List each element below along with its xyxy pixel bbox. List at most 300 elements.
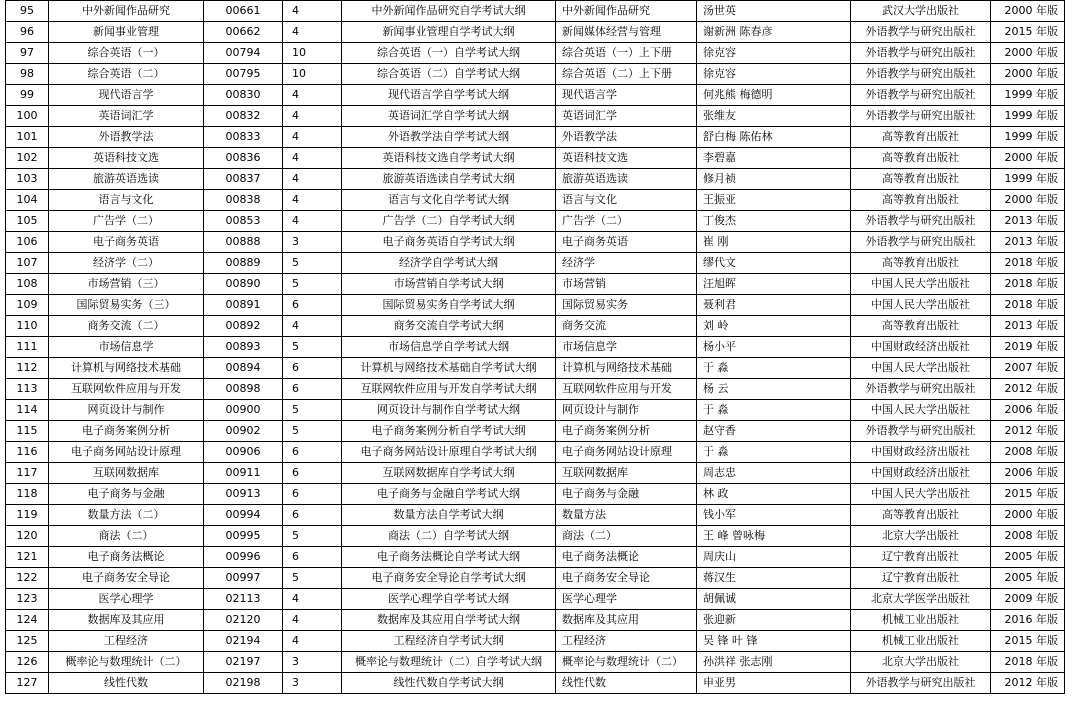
syllabus-name-cell: 广告学（二）自学考试大纲 xyxy=(342,211,556,232)
course-name-cell: 商法（二） xyxy=(49,526,204,547)
edition-year-cell: 2018 年版 xyxy=(991,253,1065,274)
course-name-cell: 英语词汇学 xyxy=(49,106,204,127)
course-name-cell: 旅游英语选读 xyxy=(49,169,204,190)
course-code-cell: 00890 xyxy=(204,274,283,295)
publisher-cell: 辽宁教育出版社 xyxy=(851,568,991,589)
syllabus-name-cell: 旅游英语选读自学考试大纲 xyxy=(342,169,556,190)
table-row xyxy=(6,547,1065,568)
syllabus-name-cell: 电子商务与金融自学考试大纲 xyxy=(342,484,556,505)
table-row xyxy=(6,64,1065,85)
textbook-name-cell: 英语词汇学 xyxy=(556,106,697,127)
textbook-name-cell: 电子商务与金融 xyxy=(556,484,697,505)
course-code-cell: 00892 xyxy=(204,316,283,337)
textbook-name-cell: 计算机与网络技术基础 xyxy=(556,358,697,379)
author-cell: 修月祯 xyxy=(697,169,851,190)
table-row xyxy=(6,127,1065,148)
table-row xyxy=(6,505,1065,526)
edition-year-cell: 2015 年版 xyxy=(991,484,1065,505)
table-row xyxy=(6,169,1065,190)
syllabus-name-cell: 商法（二）自学考试大纲 xyxy=(342,526,556,547)
course-name-cell: 经济学（二） xyxy=(49,253,204,274)
course-name-cell: 语言与文化 xyxy=(49,190,204,211)
author-cell: 刘 岭 xyxy=(697,316,851,337)
credits-cell: 5 xyxy=(283,274,342,295)
textbook-name-cell: 国际贸易实务 xyxy=(556,295,697,316)
credits-cell: 6 xyxy=(283,505,342,526)
course-code-cell: 00833 xyxy=(204,127,283,148)
course-name-cell: 医学心理学 xyxy=(49,589,204,610)
publisher-cell: 中国人民大学出版社 xyxy=(851,274,991,295)
row-number-cell: 102 xyxy=(6,148,49,169)
course-name-cell: 电子商务案例分析 xyxy=(49,421,204,442)
textbook-name-cell: 商法（二） xyxy=(556,526,697,547)
row-number-cell: 95 xyxy=(6,1,49,22)
row-number-cell: 115 xyxy=(6,421,49,442)
textbook-name-cell: 新闻媒体经营与管理 xyxy=(556,22,697,43)
table-row xyxy=(6,253,1065,274)
publisher-cell: 外语教学与研究出版社 xyxy=(851,673,991,694)
publisher-cell: 外语教学与研究出版社 xyxy=(851,64,991,85)
publisher-cell: 北京大学出版社 xyxy=(851,526,991,547)
edition-year-cell: 2016 年版 xyxy=(991,610,1065,631)
publisher-cell: 外语教学与研究出版社 xyxy=(851,211,991,232)
credits-cell: 4 xyxy=(283,106,342,127)
course-code-cell: 00902 xyxy=(204,421,283,442)
course-code-cell: 00893 xyxy=(204,337,283,358)
credits-cell: 6 xyxy=(283,358,342,379)
course-name-cell: 商务交流（二） xyxy=(49,316,204,337)
author-cell: 周志忠 xyxy=(697,463,851,484)
course-code-cell: 00913 xyxy=(204,484,283,505)
table-row xyxy=(6,589,1065,610)
table-row xyxy=(6,526,1065,547)
publisher-cell: 高等教育出版社 xyxy=(851,169,991,190)
textbook-name-cell: 市场信息学 xyxy=(556,337,697,358)
author-cell: 于 淼 xyxy=(697,400,851,421)
syllabus-name-cell: 中外新闻作品研究自学考试大纲 xyxy=(342,1,556,22)
credits-cell: 4 xyxy=(283,610,342,631)
author-cell: 周庆山 xyxy=(697,547,851,568)
course-name-cell: 电子商务法概论 xyxy=(49,547,204,568)
textbook-name-cell: 互联网数据库 xyxy=(556,463,697,484)
syllabus-name-cell: 数据库及其应用自学考试大纲 xyxy=(342,610,556,631)
course-name-cell: 互联网软件应用与开发 xyxy=(49,379,204,400)
author-cell: 于 淼 xyxy=(697,358,851,379)
author-cell: 舒白梅 陈佑林 xyxy=(697,127,851,148)
table-row xyxy=(6,211,1065,232)
syllabus-name-cell: 英语科技文选自学考试大纲 xyxy=(342,148,556,169)
credits-cell: 4 xyxy=(283,169,342,190)
edition-year-cell: 2000 年版 xyxy=(991,64,1065,85)
credits-cell: 3 xyxy=(283,652,342,673)
course-name-cell: 互联网数据库 xyxy=(49,463,204,484)
author-cell: 申亚男 xyxy=(697,673,851,694)
edition-year-cell: 2000 年版 xyxy=(991,190,1065,211)
textbook-name-cell: 中外新闻作品研究 xyxy=(556,1,697,22)
credits-cell: 4 xyxy=(283,316,342,337)
publisher-cell: 外语教学与研究出版社 xyxy=(851,85,991,106)
syllabus-name-cell: 电子商务英语自学考试大纲 xyxy=(342,232,556,253)
row-number-cell: 127 xyxy=(6,673,49,694)
document xyxy=(5,0,1065,694)
row-number-cell: 110 xyxy=(6,316,49,337)
course-code-cell: 00911 xyxy=(204,463,283,484)
syllabus-name-cell: 综合英语（二）自学考试大纲 xyxy=(342,64,556,85)
author-cell: 于 淼 xyxy=(697,442,851,463)
table-row xyxy=(6,652,1065,673)
table-row xyxy=(6,631,1065,652)
author-cell: 李碧嘉 xyxy=(697,148,851,169)
table-row xyxy=(6,337,1065,358)
course-code-cell: 00794 xyxy=(204,43,283,64)
publisher-cell: 外语教学与研究出版社 xyxy=(851,22,991,43)
syllabus-name-cell: 互联网数据库自学考试大纲 xyxy=(342,463,556,484)
course-name-cell: 综合英语（二） xyxy=(49,64,204,85)
credits-cell: 4 xyxy=(283,148,342,169)
course-name-cell: 概率论与数理统计（二） xyxy=(49,652,204,673)
textbook-name-cell: 网页设计与制作 xyxy=(556,400,697,421)
edition-year-cell: 2012 年版 xyxy=(991,379,1065,400)
syllabus-name-cell: 电子商务案例分析自学考试大纲 xyxy=(342,421,556,442)
course-code-cell: 00906 xyxy=(204,442,283,463)
row-number-cell: 126 xyxy=(6,652,49,673)
row-number-cell: 105 xyxy=(6,211,49,232)
course-code-cell: 00832 xyxy=(204,106,283,127)
course-textbook-table xyxy=(5,0,1065,694)
textbook-name-cell: 互联网软件应用与开发 xyxy=(556,379,697,400)
syllabus-name-cell: 线性代数自学考试大纲 xyxy=(342,673,556,694)
table-row xyxy=(6,1,1065,22)
table-row xyxy=(6,190,1065,211)
textbook-name-cell: 旅游英语选读 xyxy=(556,169,697,190)
publisher-cell: 中国人民大学出版社 xyxy=(851,400,991,421)
author-cell: 钱小军 xyxy=(697,505,851,526)
publisher-cell: 机械工业出版社 xyxy=(851,610,991,631)
publisher-cell: 高等教育出版社 xyxy=(851,148,991,169)
author-cell: 徐克容 xyxy=(697,43,851,64)
publisher-cell: 高等教育出版社 xyxy=(851,505,991,526)
row-number-cell: 124 xyxy=(6,610,49,631)
course-name-cell: 计算机与网络技术基础 xyxy=(49,358,204,379)
publisher-cell: 外语教学与研究出版社 xyxy=(851,43,991,64)
row-number-cell: 117 xyxy=(6,463,49,484)
course-code-cell: 00662 xyxy=(204,22,283,43)
row-number-cell: 125 xyxy=(6,631,49,652)
table-row xyxy=(6,232,1065,253)
course-code-cell: 00891 xyxy=(204,295,283,316)
syllabus-name-cell: 计算机与网络技术基础自学考试大纲 xyxy=(342,358,556,379)
textbook-name-cell: 数据库及其应用 xyxy=(556,610,697,631)
course-code-cell: 00894 xyxy=(204,358,283,379)
course-code-cell: 00995 xyxy=(204,526,283,547)
table-row xyxy=(6,148,1065,169)
edition-year-cell: 2018 年版 xyxy=(991,295,1065,316)
table-row xyxy=(6,379,1065,400)
edition-year-cell: 2012 年版 xyxy=(991,421,1065,442)
edition-year-cell: 2000 年版 xyxy=(991,505,1065,526)
course-name-cell: 新闻事业管理 xyxy=(49,22,204,43)
course-code-cell: 02194 xyxy=(204,631,283,652)
course-code-cell: 00997 xyxy=(204,568,283,589)
author-cell: 何兆熊 梅德明 xyxy=(697,85,851,106)
credits-cell: 5 xyxy=(283,337,342,358)
textbook-name-cell: 电子商务法概论 xyxy=(556,547,697,568)
edition-year-cell: 2000 年版 xyxy=(991,1,1065,22)
textbook-name-cell: 数量方法 xyxy=(556,505,697,526)
author-cell: 徐克容 xyxy=(697,64,851,85)
credits-cell: 4 xyxy=(283,589,342,610)
row-number-cell: 99 xyxy=(6,85,49,106)
table-row xyxy=(6,106,1065,127)
syllabus-name-cell: 语言与文化自学考试大纲 xyxy=(342,190,556,211)
credits-cell: 6 xyxy=(283,463,342,484)
row-number-cell: 108 xyxy=(6,274,49,295)
textbook-name-cell: 综合英语（二）上下册 xyxy=(556,64,697,85)
publisher-cell: 中国财政经济出版社 xyxy=(851,337,991,358)
author-cell: 胡佩诚 xyxy=(697,589,851,610)
course-name-cell: 现代语言学 xyxy=(49,85,204,106)
textbook-name-cell: 市场营销 xyxy=(556,274,697,295)
course-name-cell: 网页设计与制作 xyxy=(49,400,204,421)
syllabus-name-cell: 现代语言学自学考试大纲 xyxy=(342,85,556,106)
credits-cell: 4 xyxy=(283,22,342,43)
course-name-cell: 国际贸易实务（三） xyxy=(49,295,204,316)
course-name-cell: 综合英语（一） xyxy=(49,43,204,64)
textbook-name-cell: 电子商务安全导论 xyxy=(556,568,697,589)
edition-year-cell: 1999 年版 xyxy=(991,127,1065,148)
credits-cell: 5 xyxy=(283,421,342,442)
row-number-cell: 109 xyxy=(6,295,49,316)
credits-cell: 4 xyxy=(283,631,342,652)
textbook-name-cell: 电子商务案例分析 xyxy=(556,421,697,442)
publisher-cell: 机械工业出版社 xyxy=(851,631,991,652)
publisher-cell: 北京大学出版社 xyxy=(851,652,991,673)
edition-year-cell: 2013 年版 xyxy=(991,316,1065,337)
course-name-cell: 广告学（二） xyxy=(49,211,204,232)
textbook-name-cell: 线性代数 xyxy=(556,673,697,694)
edition-year-cell: 2015 年版 xyxy=(991,631,1065,652)
publisher-cell: 外语教学与研究出版社 xyxy=(851,232,991,253)
credits-cell: 4 xyxy=(283,127,342,148)
row-number-cell: 97 xyxy=(6,43,49,64)
publisher-cell: 高等教育出版社 xyxy=(851,316,991,337)
row-number-cell: 116 xyxy=(6,442,49,463)
edition-year-cell: 1999 年版 xyxy=(991,106,1065,127)
row-number-cell: 103 xyxy=(6,169,49,190)
row-number-cell: 120 xyxy=(6,526,49,547)
syllabus-name-cell: 英语词汇学自学考试大纲 xyxy=(342,106,556,127)
course-name-cell: 电子商务英语 xyxy=(49,232,204,253)
edition-year-cell: 2013 年版 xyxy=(991,211,1065,232)
course-code-cell: 00888 xyxy=(204,232,283,253)
syllabus-name-cell: 新闻事业管理自学考试大纲 xyxy=(342,22,556,43)
syllabus-name-cell: 综合英语（一）自学考试大纲 xyxy=(342,43,556,64)
credits-cell: 5 xyxy=(283,526,342,547)
row-number-cell: 104 xyxy=(6,190,49,211)
syllabus-name-cell: 国际贸易实务自学考试大纲 xyxy=(342,295,556,316)
publisher-cell: 武汉大学出版社 xyxy=(851,1,991,22)
row-number-cell: 111 xyxy=(6,337,49,358)
credits-cell: 4 xyxy=(283,85,342,106)
course-name-cell: 电子商务与金融 xyxy=(49,484,204,505)
publisher-cell: 外语教学与研究出版社 xyxy=(851,421,991,442)
textbook-name-cell: 广告学（二） xyxy=(556,211,697,232)
course-code-cell: 00898 xyxy=(204,379,283,400)
table-row xyxy=(6,22,1065,43)
row-number-cell: 113 xyxy=(6,379,49,400)
edition-year-cell: 2019 年版 xyxy=(991,337,1065,358)
author-cell: 丁俊杰 xyxy=(697,211,851,232)
publisher-cell: 高等教育出版社 xyxy=(851,253,991,274)
table-row xyxy=(6,610,1065,631)
course-code-cell: 00996 xyxy=(204,547,283,568)
course-name-cell: 电子商务网站设计原理 xyxy=(49,442,204,463)
edition-year-cell: 2018 年版 xyxy=(991,274,1065,295)
author-cell: 聂利君 xyxy=(697,295,851,316)
table-row xyxy=(6,463,1065,484)
edition-year-cell: 2008 年版 xyxy=(991,526,1065,547)
table-row xyxy=(6,400,1065,421)
edition-year-cell: 1999 年版 xyxy=(991,85,1065,106)
course-code-cell: 00795 xyxy=(204,64,283,85)
course-code-cell: 00838 xyxy=(204,190,283,211)
author-cell: 孙洪祥 张志刚 xyxy=(697,652,851,673)
author-cell: 缪代文 xyxy=(697,253,851,274)
textbook-name-cell: 概率论与数理统计（二） xyxy=(556,652,697,673)
syllabus-name-cell: 商务交流自学考试大纲 xyxy=(342,316,556,337)
edition-year-cell: 2018 年版 xyxy=(991,652,1065,673)
course-code-cell: 00900 xyxy=(204,400,283,421)
author-cell: 张迎新 xyxy=(697,610,851,631)
edition-year-cell: 2006 年版 xyxy=(991,463,1065,484)
table-row xyxy=(6,484,1065,505)
author-cell: 杨小平 xyxy=(697,337,851,358)
row-number-cell: 101 xyxy=(6,127,49,148)
edition-year-cell: 2006 年版 xyxy=(991,400,1065,421)
credits-cell: 6 xyxy=(283,295,342,316)
textbook-name-cell: 现代语言学 xyxy=(556,85,697,106)
textbook-name-cell: 工程经济 xyxy=(556,631,697,652)
publisher-cell: 外语教学与研究出版社 xyxy=(851,106,991,127)
edition-year-cell: 2008 年版 xyxy=(991,442,1065,463)
course-name-cell: 电子商务安全导论 xyxy=(49,568,204,589)
course-name-cell: 外语教学法 xyxy=(49,127,204,148)
author-cell: 王 峰 曾咏梅 xyxy=(697,526,851,547)
credits-cell: 10 xyxy=(283,64,342,85)
syllabus-name-cell: 电子商务网站设计原理自学考试大纲 xyxy=(342,442,556,463)
row-number-cell: 112 xyxy=(6,358,49,379)
table-body xyxy=(6,1,1065,694)
author-cell: 蒋汉生 xyxy=(697,568,851,589)
table-row xyxy=(6,316,1065,337)
syllabus-name-cell: 电子商务安全导论自学考试大纲 xyxy=(342,568,556,589)
textbook-name-cell: 医学心理学 xyxy=(556,589,697,610)
credits-cell: 6 xyxy=(283,442,342,463)
edition-year-cell: 2007 年版 xyxy=(991,358,1065,379)
author-cell: 张维友 xyxy=(697,106,851,127)
course-code-cell: 00661 xyxy=(204,1,283,22)
course-name-cell: 数量方法（二） xyxy=(49,505,204,526)
author-cell: 王振亚 xyxy=(697,190,851,211)
edition-year-cell: 2000 年版 xyxy=(991,43,1065,64)
credits-cell: 10 xyxy=(283,43,342,64)
author-cell: 林 政 xyxy=(697,484,851,505)
table-row xyxy=(6,358,1065,379)
author-cell: 崔 刚 xyxy=(697,232,851,253)
table-row xyxy=(6,568,1065,589)
course-code-cell: 02197 xyxy=(204,652,283,673)
syllabus-name-cell: 市场营销自学考试大纲 xyxy=(342,274,556,295)
author-cell: 吴 锋 叶 锋 xyxy=(697,631,851,652)
textbook-name-cell: 英语科技文选 xyxy=(556,148,697,169)
table-row xyxy=(6,295,1065,316)
credits-cell: 6 xyxy=(283,379,342,400)
publisher-cell: 外语教学与研究出版社 xyxy=(851,379,991,400)
table-row xyxy=(6,85,1065,106)
syllabus-name-cell: 外语教学法自学考试大纲 xyxy=(342,127,556,148)
syllabus-name-cell: 互联网软件应用与开发自学考试大纲 xyxy=(342,379,556,400)
publisher-cell: 辽宁教育出版社 xyxy=(851,547,991,568)
textbook-name-cell: 语言与文化 xyxy=(556,190,697,211)
syllabus-name-cell: 工程经济自学考试大纲 xyxy=(342,631,556,652)
table-row xyxy=(6,43,1065,64)
credits-cell: 5 xyxy=(283,568,342,589)
row-number-cell: 107 xyxy=(6,253,49,274)
textbook-name-cell: 外语教学法 xyxy=(556,127,697,148)
edition-year-cell: 2000 年版 xyxy=(991,148,1065,169)
course-name-cell: 市场信息学 xyxy=(49,337,204,358)
row-number-cell: 119 xyxy=(6,505,49,526)
course-name-cell: 数据库及其应用 xyxy=(49,610,204,631)
credits-cell: 6 xyxy=(283,547,342,568)
edition-year-cell: 2015 年版 xyxy=(991,22,1065,43)
syllabus-name-cell: 概率论与数理统计（二）自学考试大纲 xyxy=(342,652,556,673)
course-code-cell: 00830 xyxy=(204,85,283,106)
course-name-cell: 线性代数 xyxy=(49,673,204,694)
textbook-name-cell: 电子商务网站设计原理 xyxy=(556,442,697,463)
row-number-cell: 106 xyxy=(6,232,49,253)
publisher-cell: 中国财政经济出版社 xyxy=(851,463,991,484)
credits-cell: 3 xyxy=(283,232,342,253)
textbook-name-cell: 综合英语（一）上下册 xyxy=(556,43,697,64)
table-row xyxy=(6,421,1065,442)
credits-cell: 3 xyxy=(283,673,342,694)
credits-cell: 4 xyxy=(283,1,342,22)
course-name-cell: 工程经济 xyxy=(49,631,204,652)
publisher-cell: 高等教育出版社 xyxy=(851,127,991,148)
author-cell: 汤世英 xyxy=(697,1,851,22)
table-row xyxy=(6,442,1065,463)
course-code-cell: 00853 xyxy=(204,211,283,232)
publisher-cell: 中国人民大学出版社 xyxy=(851,484,991,505)
table-row xyxy=(6,274,1065,295)
textbook-name-cell: 电子商务英语 xyxy=(556,232,697,253)
course-code-cell: 02198 xyxy=(204,673,283,694)
syllabus-name-cell: 网页设计与制作自学考试大纲 xyxy=(342,400,556,421)
credits-cell: 5 xyxy=(283,253,342,274)
author-cell: 赵守香 xyxy=(697,421,851,442)
credits-cell: 6 xyxy=(283,484,342,505)
edition-year-cell: 2005 年版 xyxy=(991,568,1065,589)
publisher-cell: 高等教育出版社 xyxy=(851,190,991,211)
edition-year-cell: 2009 年版 xyxy=(991,589,1065,610)
credits-cell: 4 xyxy=(283,211,342,232)
syllabus-name-cell: 医学心理学自学考试大纲 xyxy=(342,589,556,610)
publisher-cell: 中国人民大学出版社 xyxy=(851,358,991,379)
author-cell: 杨 云 xyxy=(697,379,851,400)
credits-cell: 5 xyxy=(283,400,342,421)
syllabus-name-cell: 市场信息学自学考试大纲 xyxy=(342,337,556,358)
